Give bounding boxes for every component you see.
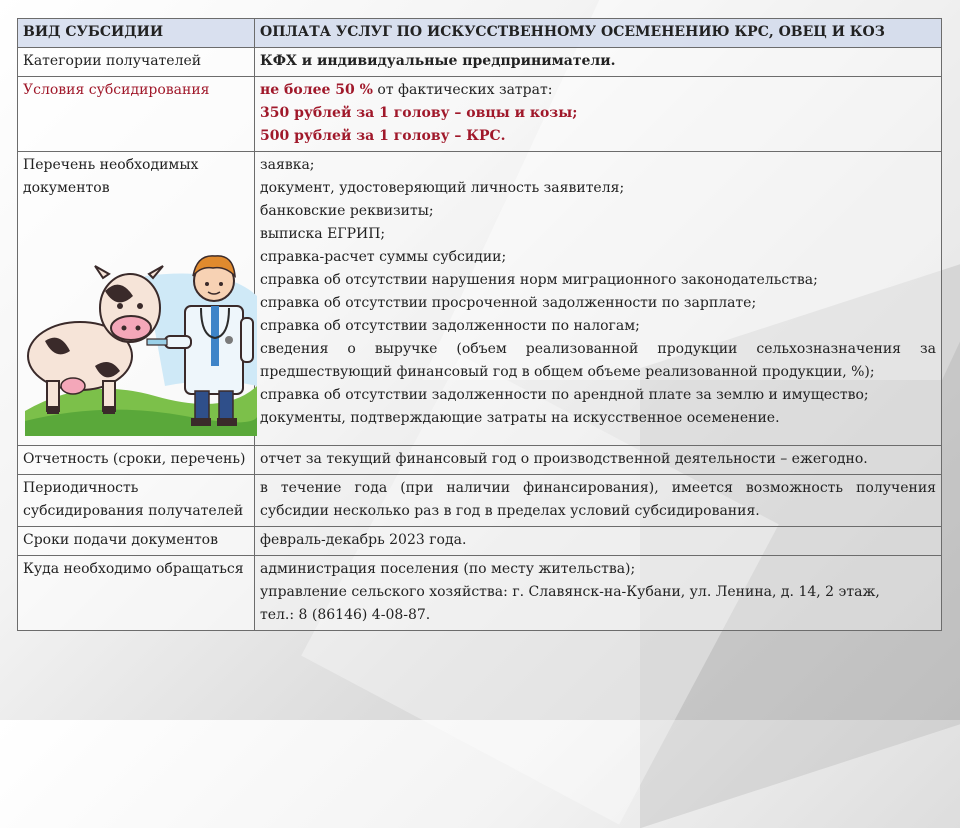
table-row-recipients xyxy=(18,48,942,77)
documents-item: документ, удостоверяющий личность заявителя; xyxy=(260,180,625,196)
contacts-line: управление сельского хозяйства: г. Славянск-на-Кубани, ул. Ленина, д. 14, 2 этаж, xyxy=(260,584,880,600)
documents-item: справка-расчет суммы субсидии; xyxy=(260,249,507,265)
frequency-label: Периодичность субсидирования получателей xyxy=(18,475,255,527)
contacts-phone: тел.: 8 (86146) 4-08-87. xyxy=(260,607,431,623)
documents-item: справка об отсутствии задолженности по налогам; xyxy=(260,318,640,334)
documents-item: заявка; xyxy=(260,157,315,173)
subsidy-table xyxy=(17,18,942,631)
table-header-row xyxy=(18,19,942,48)
conditions-cattle: 500 рублей за 1 голову – КРС. xyxy=(260,128,506,144)
deadlines-value: февраль-декабрь 2023 года. xyxy=(255,527,942,556)
recipients-label: Категории получателей xyxy=(18,48,255,77)
cow-and-vet-illustration xyxy=(25,236,257,436)
deadlines-label: Сроки подачи документов xyxy=(18,527,255,556)
reporting-value: отчет за текущий финансовый год о производственной деятельности – ежегодно. xyxy=(255,446,942,475)
documents-item: выписка ЕГРИП; xyxy=(260,226,386,242)
table-row-reporting xyxy=(18,446,942,475)
documents-list xyxy=(255,152,942,446)
table-row-documents xyxy=(18,152,942,446)
documents-item: справка об отсутствии нарушения норм миграционного законодательства; xyxy=(260,272,818,288)
recipients-value: КФХ и индивидуальные предприниматели. xyxy=(255,48,942,77)
documents-item: сведения о выручке (объем реализованной продукции сельхозназначения за предшествующий финансовый год в общем объеме реализованной продукции, %); xyxy=(260,341,936,380)
documents-item: справка об отсутствии задолженности по арендной плате за землю и имущество; xyxy=(260,387,869,403)
conditions-label: Условия субсидирования xyxy=(18,77,255,152)
contacts-line: администрация поселения (по месту жительства); xyxy=(260,561,636,577)
header-left-cell: ВИД СУБСИДИИ xyxy=(18,19,255,48)
table-row-contacts xyxy=(18,556,942,631)
frequency-value: в течение года (при наличии финансирования), имеется возможность получения субсидии несколько раз в год в пределах условий субсидирования. xyxy=(255,475,942,527)
documents-item: документы, подтверждающие затраты на искусственное осеменение. xyxy=(260,410,780,426)
documents-item: справка об отсутствии просроченной задолженности по зарплате; xyxy=(260,295,757,311)
conditions-lead-bold: не более 50 % xyxy=(260,82,373,98)
table-row-conditions xyxy=(18,77,942,152)
header-right-cell: ОПЛАТА УСЛУГ ПО ИСКУССТВЕННОМУ ОСЕМЕНЕНИЮ КРС, ОВЕЦ И КОЗ xyxy=(255,19,942,48)
conditions-lead-rest: от фактических затрат: xyxy=(372,82,553,98)
conditions-sheep-goats: 350 рублей за 1 голову – овцы и козы; xyxy=(260,105,578,121)
table-row-deadlines xyxy=(18,527,942,556)
documents-item: банковские реквизиты; xyxy=(260,203,434,219)
contacts-value xyxy=(255,556,942,631)
table-row-frequency xyxy=(18,475,942,527)
contacts-label: Куда необходимо обращаться xyxy=(18,556,255,631)
conditions-value xyxy=(255,77,942,152)
reporting-label: Отчетность (сроки, перечень) xyxy=(18,446,255,475)
documents-label: Перечень необходимых документов xyxy=(23,157,199,196)
conditions-lead xyxy=(260,79,936,102)
documents-label-cell xyxy=(18,152,255,446)
